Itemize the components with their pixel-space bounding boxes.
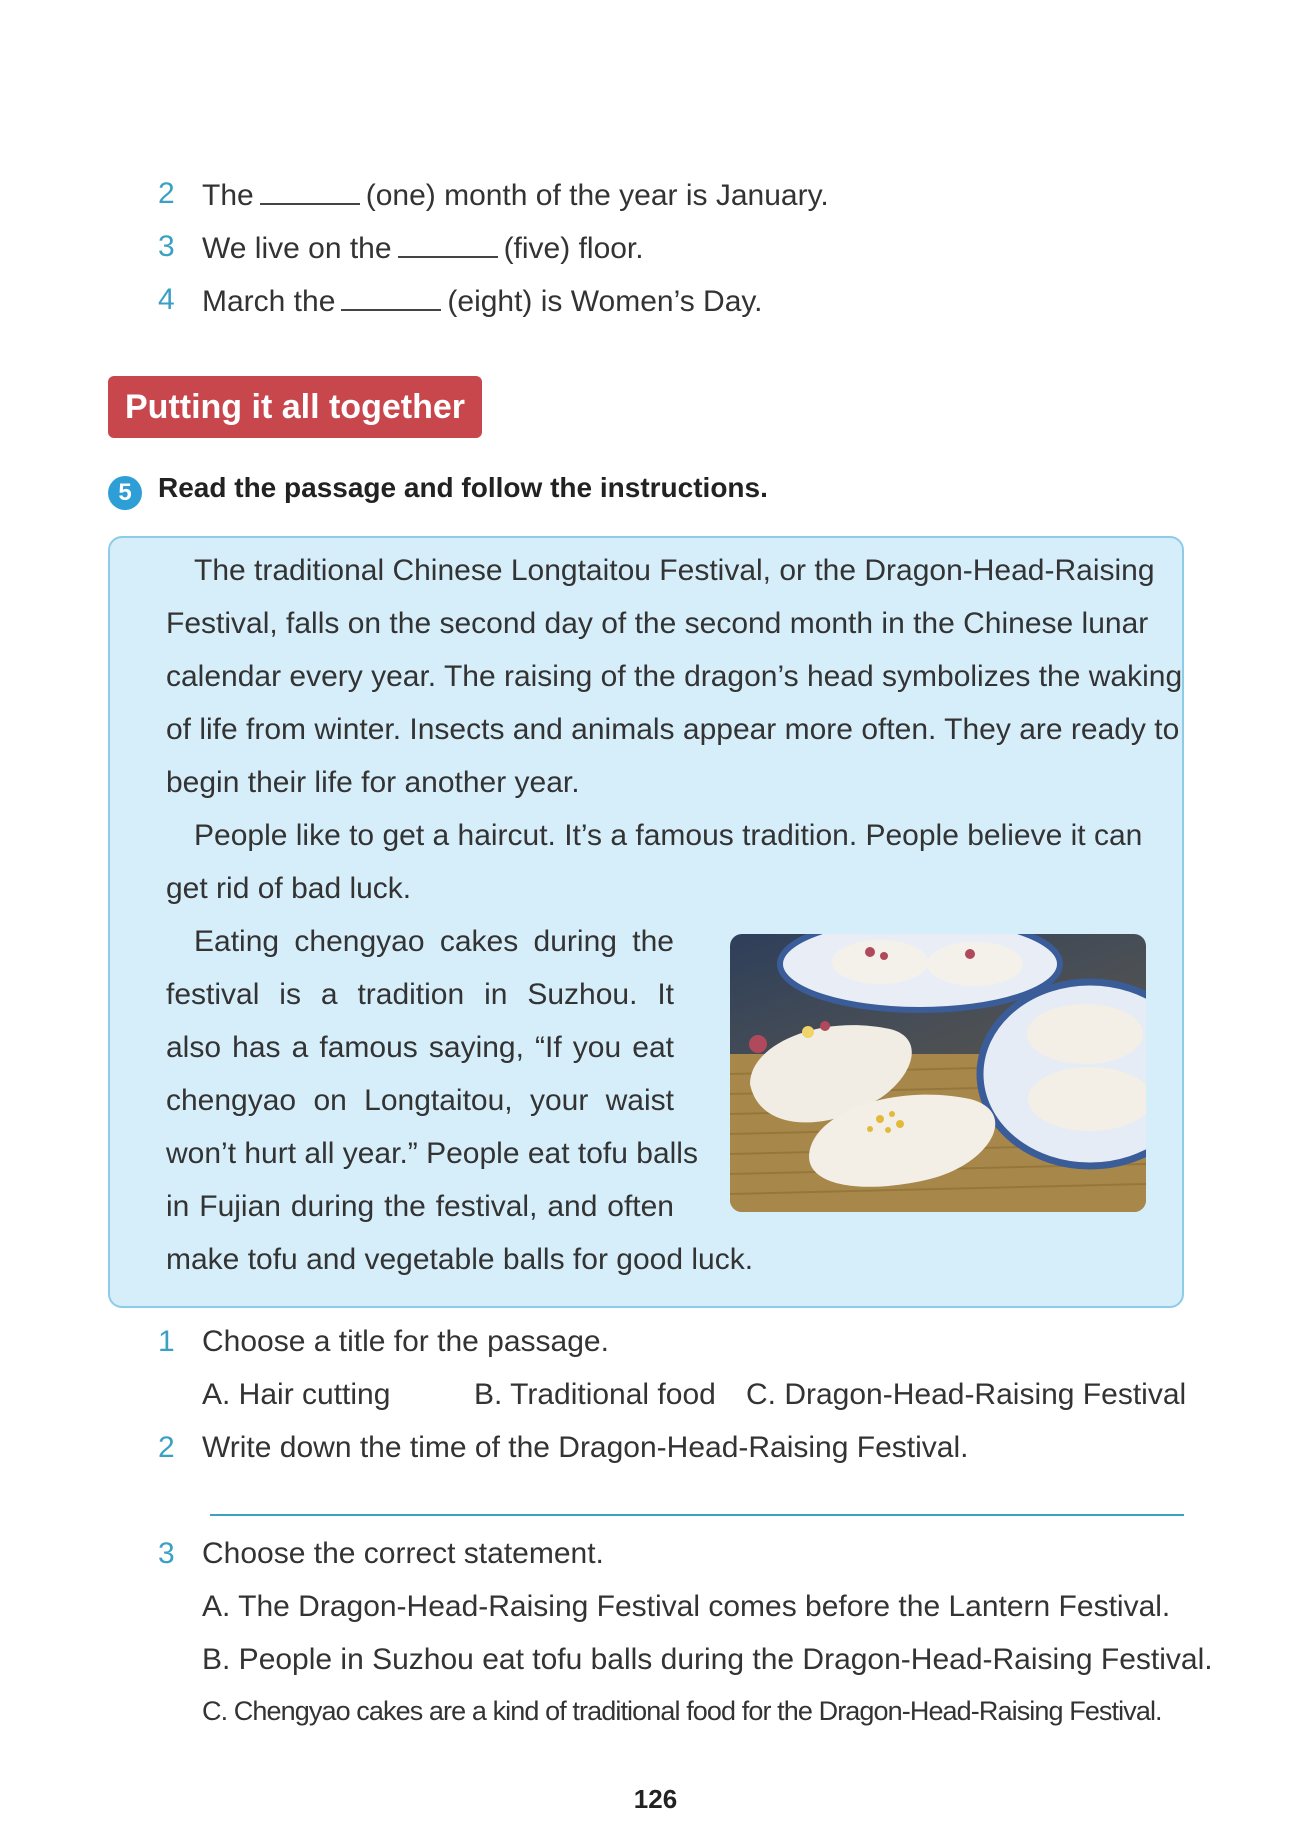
question-number: 1 xyxy=(158,1325,175,1358)
question-number: 2 xyxy=(158,1431,175,1464)
exercise-text-after: (five) floor. xyxy=(503,232,644,265)
passage-line: of life from winter. Insects and animals appear more often. They are ready to xyxy=(166,713,1180,746)
exercise-number: 3 xyxy=(158,230,175,263)
passage-line: Festival, falls on the second day of the second month in the Chinese lunar xyxy=(166,607,1149,640)
page-number: 126 xyxy=(633,1784,678,1814)
question-text: Choose a title for the passage. xyxy=(202,1325,609,1358)
option-c[interactable]: C. Chengyao cakes are a kind of traditional food for the Dragon-Head-Raising Festival. xyxy=(202,1696,1162,1726)
chengyao-cakes-photo xyxy=(730,934,1146,1212)
passage-line: in Fujian during the festival, and often xyxy=(166,1190,674,1223)
passage-line: festival is a tradition in Suzhou. It xyxy=(166,978,674,1011)
exercise-line xyxy=(202,177,829,213)
section-title: Putting it all together xyxy=(108,376,482,438)
option-c[interactable]: C. Dragon-Head-Raising Festival xyxy=(746,1378,1187,1411)
task-instruction: Read the passage and follow the instructions. xyxy=(158,472,768,503)
passage-line: make tofu and vegetable balls for good luck. xyxy=(166,1243,754,1276)
answer-blank[interactable] xyxy=(398,230,498,258)
exercise-text-after: (eight) is Women’s Day. xyxy=(447,285,763,318)
question-text: Write down the time of the Dragon-Head-Raising Festival. xyxy=(202,1431,969,1464)
exercise-number: 4 xyxy=(158,283,175,316)
answer-blank[interactable] xyxy=(260,177,360,205)
answer-blank[interactable] xyxy=(341,283,441,311)
passage-line: chengyao on Longtaitou, your waist xyxy=(166,1084,674,1117)
passage-line: People like to get a haircut. It’s a famous tradition. People believe it can xyxy=(194,819,1143,852)
option-b[interactable]: B. People in Suzhou eat tofu balls during the Dragon-Head-Raising Festival. xyxy=(202,1643,1213,1676)
question-text: Choose the correct statement. xyxy=(202,1537,604,1570)
exercise-text-before: We live on the xyxy=(202,232,392,265)
passage-line: calendar every year. The raising of the dragon’s head symbolizes the waking xyxy=(166,660,1183,693)
passage-line: get rid of bad luck. xyxy=(166,872,412,905)
answer-line[interactable] xyxy=(210,1514,1184,1516)
passage-line: won’t hurt all year.” People eat tofu balls xyxy=(166,1137,698,1170)
task-number-badge: 5 xyxy=(108,476,142,510)
passage-line: Eating chengyao cakes during the xyxy=(194,925,674,958)
exercise-text-before: The xyxy=(202,179,254,212)
option-a[interactable]: A. Hair cutting xyxy=(202,1378,391,1411)
exercise-line xyxy=(202,230,644,266)
exercise-text-before: March the xyxy=(202,285,336,318)
passage-line: begin their life for another year. xyxy=(166,766,580,799)
exercise-line xyxy=(202,283,763,319)
option-b[interactable]: B. Traditional food xyxy=(474,1378,716,1411)
passage-line: The traditional Chinese Longtaitou Festival, or the Dragon-Head-Raising xyxy=(194,554,1155,587)
exercise-number: 2 xyxy=(158,177,175,210)
question-number: 3 xyxy=(158,1537,175,1570)
exercise-text-after: (one) month of the year is January. xyxy=(365,179,829,212)
passage-line: also has a famous saying, “If you eat xyxy=(166,1031,674,1064)
option-a[interactable]: A. The Dragon-Head-Raising Festival comes before the Lantern Festival. xyxy=(202,1590,1171,1623)
